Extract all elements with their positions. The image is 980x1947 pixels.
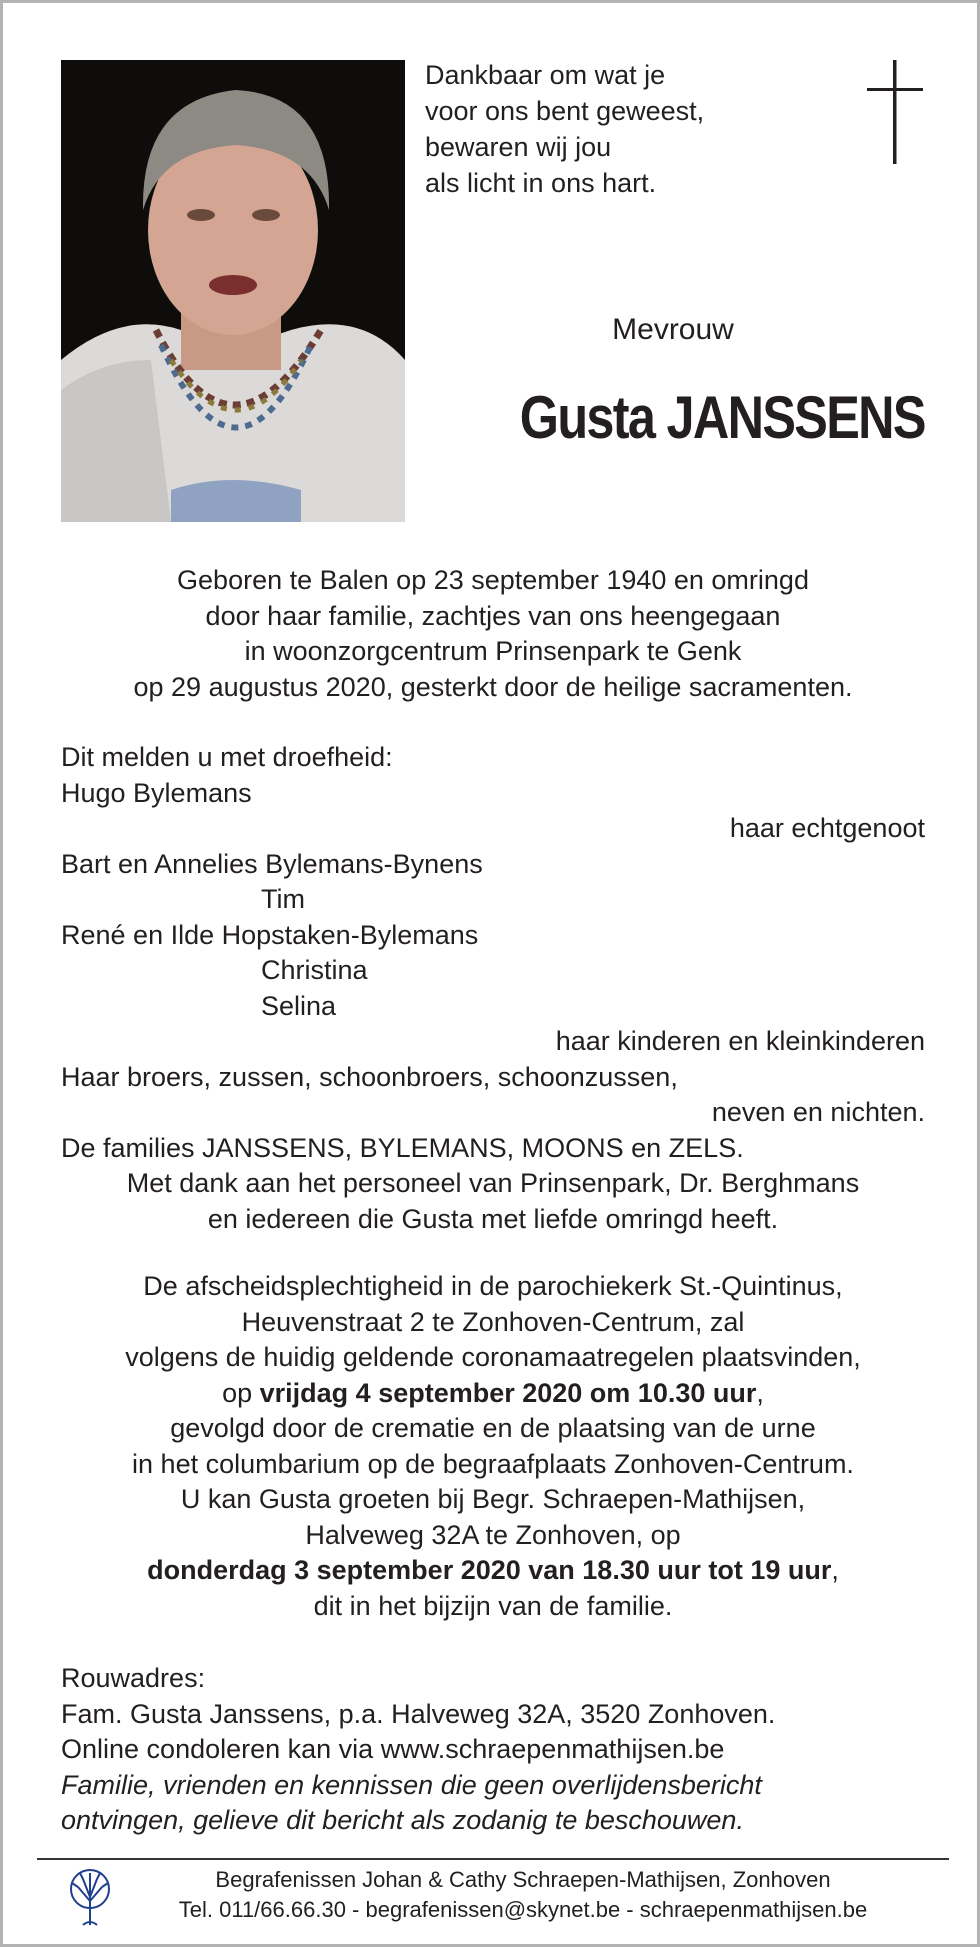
ceremony-line: in het columbarium op de begraafplaats Zonhoven-Centrum. [132, 1448, 854, 1479]
honorific: Mevrouw [612, 313, 734, 346]
cross-icon [867, 60, 923, 164]
address-section [61, 1661, 925, 1839]
ceremony-line: dit in het bijzijn van de familie. [313, 1590, 673, 1621]
deceased-name: Gusta JANSSENS [519, 384, 925, 451]
intro-line: op 29 augustus 2020, gesterkt door de heilige sacramenten. [133, 671, 853, 702]
siblings-text: Haar broers, zussen, schoonbroers, schoonzussen, [61, 1061, 678, 1092]
poem-line: bewaren wij jou [425, 132, 612, 162]
children-role: haar kinderen en kleinkinderen [555, 1026, 925, 1056]
ceremony-line: Halveweg 32A te Zonhoven, op [305, 1519, 681, 1550]
address-line: Fam. Gusta Janssens, p.a. Halveweg 32A, 3520 Zonhoven. [61, 1698, 776, 1729]
visitation-suffix: , [831, 1555, 839, 1585]
ceremony-line: volgens de huidig geldende coronamaatregelen plaatsvinden, [125, 1342, 861, 1372]
family-section [61, 740, 925, 1237]
grandchild-name: Tim [261, 884, 305, 914]
poem-line: Dankbaar om wat je [425, 60, 666, 90]
thanks-line: en iedereen die Gusta met liefde omringd heeft. [207, 1203, 779, 1234]
visitation-date: donderdag 3 september 2020 van 18.30 uur tot 19 uur [147, 1555, 832, 1585]
funeral-home-name: Begrafenissen Johan & Cathy Schraepen-Mathijsen, Zonhoven [215, 1867, 831, 1892]
ceremony-suffix: , [756, 1377, 764, 1408]
portrait-photo [61, 60, 405, 522]
ceremony-line: De afscheidsplechtigheid in de parochiekerk St.-Quintinus, [143, 1271, 843, 1301]
notice-note: ontvingen, gelieve dit bericht als zodanig te beschouwen. [61, 1805, 744, 1835]
child-name: Bart en Annelies Bylemans-Bynens [61, 848, 483, 879]
spouse-role: haar echtgenoot [729, 813, 925, 843]
ceremony-line: U kan Gusta groeten bij Begr. Schraepen-Mathijsen, [180, 1484, 806, 1514]
condolence-link-text: Online condoleren kan via www.schraepenmathijsen.be [61, 1734, 725, 1764]
ceremony-line: gevolgd door de crematie en de plaatsing van de urne [170, 1413, 816, 1443]
visitation-date-line [61, 1553, 925, 1589]
poem-line: voor ons bent geweest, [425, 96, 705, 126]
ceremony-prefix: op [222, 1377, 260, 1408]
child-name: René en Ilde Hopstaken-Bylemans [61, 919, 479, 950]
poem-line: als licht in ons hart. [425, 168, 657, 198]
siblings-role: neven en nichten. [711, 1097, 925, 1127]
ceremony-date: vrijdag 4 september 2020 om 10.30 uur [259, 1377, 757, 1408]
funeral-home-contact: Tel. 011/66.66.30 - begrafenissen@skynet.be - schraepenmathijsen.be [178, 1897, 868, 1922]
intro-paragraph [61, 563, 925, 705]
address-label: Rouwadres: [61, 1663, 206, 1693]
footer-divider [37, 1858, 949, 1860]
intro-line: Geboren te Balen op 23 september 1940 en omringd [177, 565, 809, 595]
announce-text: Dit melden u met droefheid: [61, 742, 393, 772]
grandchild-name: Selina [261, 990, 337, 1021]
thanks-line: Met dank aan het personeel van Prinsenpark, Dr. Berghmans [126, 1168, 860, 1198]
ceremony-date-line [61, 1376, 925, 1412]
funeral-home-footer [123, 1865, 923, 1925]
ceremony-line: Heuvenstraat 2 te Zonhoven-Centrum, zal [241, 1306, 745, 1337]
grandchild-name: Christina [261, 955, 368, 985]
notice-note: Familie, vrienden en kennissen die geen overlijdensbericht [61, 1769, 762, 1800]
families-text: De families JANSSENS, BYLEMANS, MOONS en ZELS. [61, 1132, 744, 1163]
poem [425, 57, 704, 201]
spouse-name: Hugo Bylemans [61, 777, 252, 808]
ceremony-section [61, 1269, 925, 1624]
intro-line: door haar familie, zachtjes van ons heengegaan [205, 600, 781, 631]
tree-logo-icon [63, 1867, 117, 1927]
intro-line: in woonzorgcentrum Prinsenpark te Genk [244, 636, 742, 666]
